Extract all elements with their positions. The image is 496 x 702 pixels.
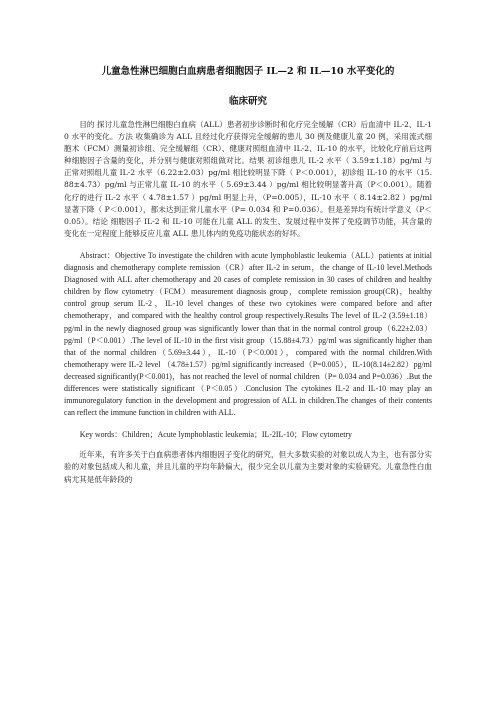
keywords: Key words：Children；Acute lymphoblastic leukemia；IL-2IL-10；Flow cytometry <box>79 430 352 440</box>
chinese-abstract: 目的 探讨儿童急性淋巴细胞白血病（ALL）患者初步诊断时和化疗完全缓解（CR）后血清中 IL-2、IL-10 水平的变化。方法 收集确诊为 ALL 且经过化疗获得完全缓解的患儿 30 例及健康儿童 20 例，采用流式细胞术（FCM）测量初诊组、完全缓解组（CR）、健康对照组血清中 IL-2、IL-10 的水平，比较化疗前后这两种细胞因子含量的变化，并分别与健康对照组做对比。结果 初诊组患儿 IL-2 水平（ 3.59±1.18）pg/ml 与正常对照组儿童 IL-2 水平（6.22±2.03）pg/ml 相比较明显下降（ P＜0.001），初诊组 IL-10 的水平（15.88±4.73）pg/ml 与正常儿童 IL-10 的水平（ 5.69±3.44 ）pg/ml 相比较明显著升高（P＜0.001）。随着化疗的进行 IL-2 水平（ 4.78±1.57 ）pg/ml 明显上升，（P=0.005），IL-10 水平（ 8.14±2.82 ）pg/ml 显著下降（ P＜0.001），都未达到正常儿童水平（P= 0.034 和 P=0.036）。但是差异均有统计学意义（P＜0.05）。结论 细胞因子 IL-2 和 IL-10 可能在儿童 ALL 的发生、发展过程中发挥了免疫调节功能，其含量的变化在一定程度上能够反应儿童 ALL 患儿体内的免疫功能状态的好坏。 <box>64 120 432 238</box>
english-abstract: Abstract：Objective To investigate the children with acute lymphoblastic leukemia（ALL）patients at initial diagnosis and chemotherapy complete remission（CR）after IL-2 in serum，the change of IL-10 level.Methods Diagnosed with ALL after chemotherapy and 20 cases of complete remission in 30 cases of children and healthy children by flow cytometry（FCM）measurement diagnosis group，complete remission group(CR)，healthy control group serum IL-2，IL-10 level changes of these two cytokines were compared before and after chemotherapy，and compared with the healthy control group respectively.Results The level of IL-2 (3.59±1.18）pg/ml in the newly diagnosed group was significantly lower than that in the normal control group（6.22±2.03） pg/ml（P＜0.001）.The level of IL-10 in the first visit group（15.88±4.73）pg/ml was significantly higher than that of the normal children（5.69±3.44），IL-10（P＜0.001），compared with the normal children.With chemotherapy were IL-2 level （4.78±1.57）pg/ml significantly increased（P=0.005），IL-10(8.14±2.82）pg/ml decreased significantly(P＜0.001)，has not reached the level of normal children（P= 0.034 and P=0.036）.But the differences were statistically significant（P＜0.05）.Conclusion The cytokines IL-2 and IL-10 may play an immunoregulatory function in the development and progression of ALL in children.The changes of their contents can reflect the immune function in children with ALL. <box>64 250 432 418</box>
paper-title-line-1: 儿童急性淋巴细胞白血病患者细胞因子 IL—2 和 IL—10 水平变化的 <box>101 66 395 77</box>
paper-title-line-2: 临床研究 <box>228 96 267 107</box>
introduction-paragraph: 近年来，有许多关于白血病患者体内细胞因子变化的研究，但大多数实验的对象以成人为主，也有部分实验的对象包括成人和儿童，并且儿童的平均年龄偏大，很少完全以儿童为主要对象的实验研究。儿童急性白血病尤其是低年龄段的 <box>64 450 432 484</box>
